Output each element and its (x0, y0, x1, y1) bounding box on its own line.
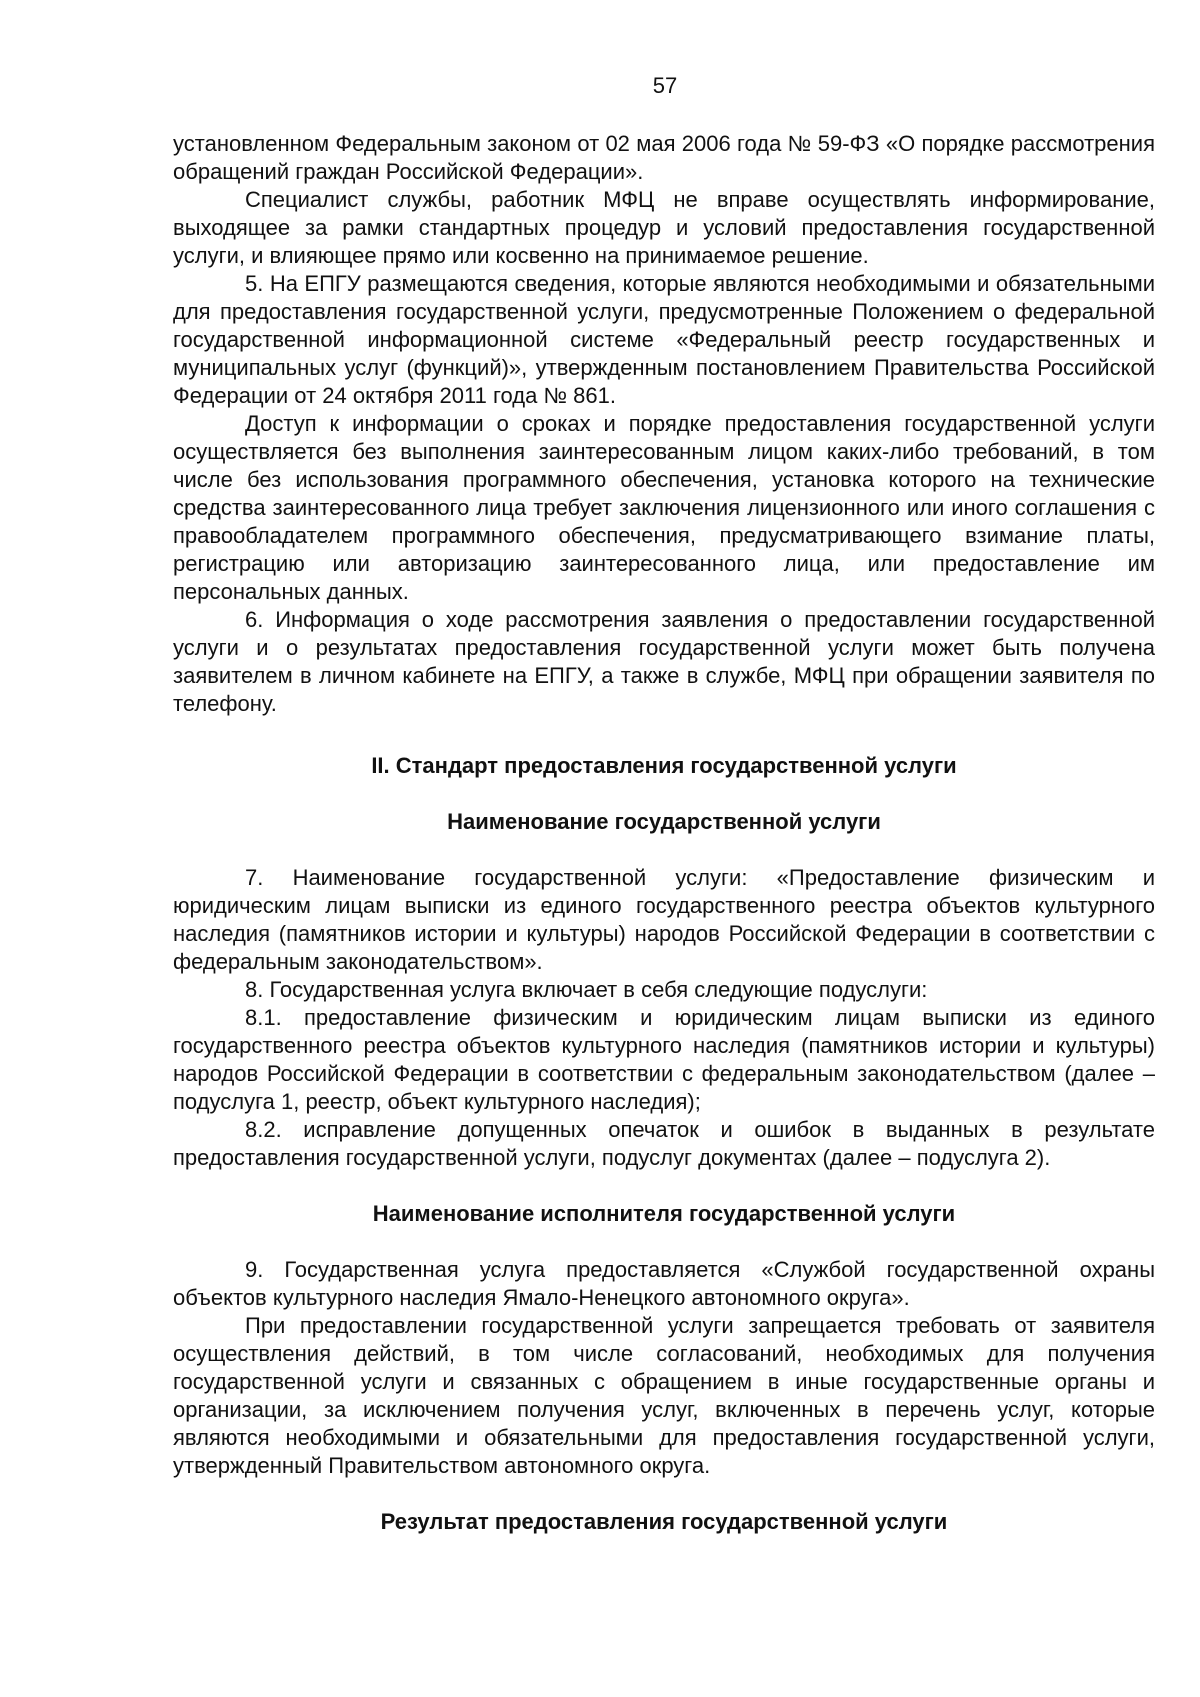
paragraph-item-8-2: 8.2. исправление допущенных опечаток и ошибок в выданных в результате предоставления государственной услуги, подуслуг документах (далее – подуслуга 2). (173, 1117, 1155, 1170)
page-number: 57 (652, 73, 678, 98)
section-heading: II. Стандарт предоставления государственной услуги (371, 753, 957, 778)
paragraph-continuation: установленном Федеральным законом от 02 мая 2006 года № 59-ФЗ «О порядке рассмотрения обращений граждан Российской Федерации». (173, 131, 1155, 184)
paragraph-item-6: 6. Информация о ходе рассмотрения заявления о предоставлении государственной услуги и о результатах предоставления государственной услуги может быть получена заявителем в личном кабинете на ЕПГУ, а также в службе, МФЦ при обращении заявителя по телефону. (173, 607, 1155, 716)
paragraph-prohibition: При предоставлении государственной услуги запрещается требовать от заявителя осуществления действий, в том числе согласований, необходимых для получения государственной услуги и связанных с обращением в иные государственные органы и организации, за исключением получения услуг, включенных в перечень услуг, которые являются необходимыми и обязательными для предоставления государственной услуги, утвержденный Правительством автономного округа. (173, 1313, 1155, 1478)
paragraph-item-9: 9. Государственная услуга предоставляется «Службой государственной охраны объектов культурного наследия Ямало-Ненецкого автономного округа». (173, 1257, 1155, 1310)
paragraph-item-7: 7. Наименование государственной услуги: «Предоставление физическим и юридическим лицам выписки из единого государственного реестра объектов культурного наследия (памятников истории и культуры) народов Российской Федерации в соответствии с федеральным законодательством». (173, 865, 1155, 974)
paragraph-item-8: 8. Государственная услуга включает в себя следующие подуслуги: (245, 977, 928, 1002)
paragraph-access-info: Доступ к информации о сроках и порядке предоставления государственной услуги осуществляется без выполнения заинтересованным лицом каких-либо требований, в том числе без использования программного обеспечения, установка которого на технические средства заинтересованного лица требует заключения лицензионного или иного соглашения с правообладателем программного обеспечения, предусматривающего взимание платы, регистрацию или авторизацию заинтересованного лица, или предоставление им персональных данных. (173, 411, 1155, 604)
subheading-result: Результат предоставления государственной услуги (380, 1509, 948, 1534)
paragraph-item-8-1: 8.1. предоставление физическим и юридическим лицам выписки из единого государственного реестра объектов культурного наследия (памятников истории и культуры) народов Российской Федерации в соответствии с федеральным законодательством (далее – подуслуга 1, реестр, объект культурного наследия); (173, 1005, 1155, 1114)
paragraph-item-5: 5. На ЕПГУ размещаются сведения, которые являются необходимыми и обязательными для предоставления государственной услуги, предусмотренные Положением о федеральной государственной информационной системе «Федеральный реестр государственных и муниципальных услуг (функций)», утвержденным постановлением Правительства Российской Федерации от 24 октября 2011 года № 861. (173, 271, 1155, 408)
document-body (173, 130, 1155, 1564)
paragraph-specialist: Специалист службы, работник МФЦ не вправе осуществлять информирование, выходящее за рамки стандартных процедур и условий предоставления государственной услуги, и влияющее прямо или косвенно на принимаемое решение. (173, 187, 1155, 268)
subheading-executor: Наименование исполнителя государственной услуги (372, 1201, 956, 1226)
subheading-service-name: Наименование государственной услуги (447, 809, 881, 834)
